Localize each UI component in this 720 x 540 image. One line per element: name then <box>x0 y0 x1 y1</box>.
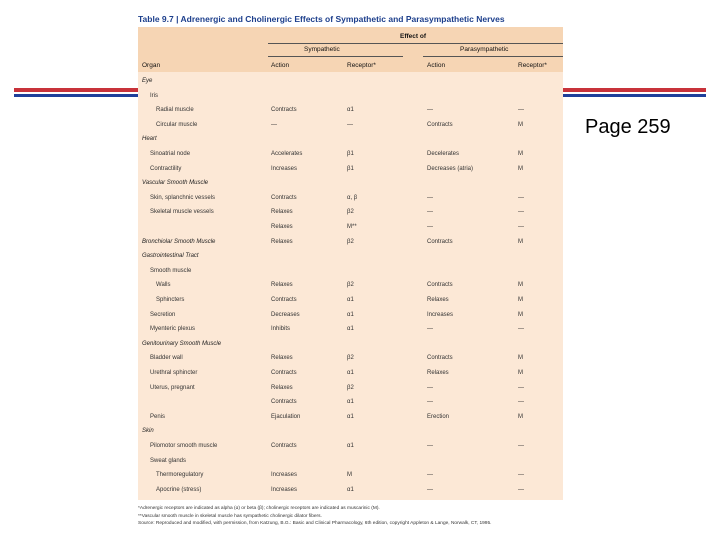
table-row <box>138 75 563 90</box>
sym-action-cell: Relaxes <box>271 238 293 245</box>
para-receptor-cell: M <box>518 121 523 128</box>
sym-action-cell: Relaxes <box>271 224 293 230</box>
sym-receptor-cell: α1 <box>347 413 354 420</box>
organ-cell: Heart <box>142 136 157 143</box>
para-receptor-cell: — <box>518 194 524 201</box>
para-action-cell: Erection <box>427 413 450 420</box>
table-header <box>138 27 563 72</box>
organ-cell: Radial muscle <box>156 107 194 114</box>
organ-cell: Sphincters <box>156 297 185 303</box>
para-action-cell: — <box>427 209 433 216</box>
organ-cell: Iris <box>150 92 158 99</box>
table-row <box>138 440 563 455</box>
organ-cell: Uterus, pregnant <box>150 384 195 391</box>
table-row <box>138 469 563 484</box>
table-row <box>138 133 563 148</box>
organ-cell: Sweat glands <box>150 457 187 464</box>
sym-action-cell: Increases <box>271 486 298 493</box>
para-receptor-cell: M <box>518 370 523 376</box>
para-action-cell: Decreases (atria) <box>427 165 474 172</box>
para-action-cell: Contracts <box>427 355 453 362</box>
col-sym-action: Action <box>271 62 290 69</box>
table-row <box>138 411 563 426</box>
para-action-cell: — <box>427 224 433 230</box>
footnote-3: Source: Reproduced and modified, with permission, from Katzung, B.G.: Basic and Clinical Pharmacology, 6th edition, copyright Appleton & Lange, Norwalk, CT, 1995. <box>138 521 492 526</box>
table-row <box>138 455 563 470</box>
table-row <box>138 177 563 192</box>
organ-cell: Bladder wall <box>150 355 183 362</box>
para-action-cell: Contracts <box>427 238 453 245</box>
table-row <box>138 206 563 221</box>
sym-receptor-cell: M** <box>347 224 357 230</box>
organ-cell: Skeletal muscle vessels <box>150 209 214 216</box>
sym-receptor-cell: β2 <box>347 238 354 245</box>
table-row <box>138 484 563 499</box>
sym-action-cell: Accelerates <box>271 151 303 157</box>
footnote-2: **Vascular smooth muscle in skeletal muscle has sympathetic cholinergic dilator fibers. <box>138 513 322 519</box>
sym-receptor-cell: β2 <box>347 384 354 391</box>
para-action-cell: — <box>427 107 433 114</box>
organ-cell: Genitourinary Smooth Muscle <box>142 340 222 347</box>
table-row <box>138 382 563 397</box>
sym-receptor-cell: α1 <box>347 443 354 449</box>
sym-receptor-cell: β1 <box>347 165 354 172</box>
effect-of-header: Effect of <box>400 33 426 40</box>
sym-action-cell: Contracts <box>271 194 297 201</box>
sym-receptor-cell: α, β <box>347 194 358 201</box>
organ-cell: Walls <box>156 282 171 289</box>
para-receptor-cell: — <box>518 384 524 391</box>
para-action-cell: Decelerates <box>427 151 460 157</box>
organ-cell: Pilomotor smooth muscle <box>150 443 218 449</box>
sym-receptor-cell: β2 <box>347 355 354 362</box>
para-receptor-cell: — <box>518 399 524 406</box>
sym-action-cell: Relaxes <box>271 282 293 289</box>
sym-action-cell: Contracts <box>271 297 297 303</box>
sym-action-cell: Ejaculation <box>271 413 301 420</box>
sym-action-cell: Inhibits <box>271 326 291 333</box>
sym-receptor-cell: α1 <box>347 107 354 114</box>
parasympathetic-header: Parasympathetic <box>460 46 509 53</box>
para-receptor-cell: — <box>518 486 524 493</box>
table-row <box>138 396 563 411</box>
para-action-cell: Contracts <box>427 282 453 289</box>
sym-action-cell: Relaxes <box>271 355 293 362</box>
sym-receptor-cell: α1 <box>347 486 354 493</box>
sym-action-cell: — <box>271 121 277 128</box>
table-title: Table 9.7 | Adrenergic and Cholinergic Effects of Sympathetic and Parasympathetic Nerves <box>138 14 505 24</box>
sym-receptor-cell: α1 <box>347 399 354 406</box>
para-receptor-cell: — <box>518 224 524 230</box>
para-receptor-cell: — <box>518 209 524 216</box>
effects-table <box>138 27 563 500</box>
footnotes <box>138 505 578 528</box>
para-action-cell: — <box>427 399 433 406</box>
para-receptor-cell: M <box>518 311 523 318</box>
sym-action-cell: Relaxes <box>271 384 293 391</box>
para-action-cell: — <box>427 486 433 493</box>
table-row <box>138 323 563 338</box>
table-row <box>138 104 563 119</box>
para-action-cell: Contracts <box>427 121 453 128</box>
table-row <box>138 367 563 382</box>
sym-receptor-cell: α1 <box>347 370 354 376</box>
sym-receptor-cell: β2 <box>347 282 354 289</box>
sym-action-cell: Contracts <box>271 443 297 449</box>
table-row <box>138 90 563 105</box>
table-row <box>138 119 563 134</box>
para-action-cell: — <box>427 472 433 479</box>
col-organ: Organ <box>142 62 161 69</box>
organ-cell: Secretion <box>150 311 176 318</box>
table-row <box>138 265 563 280</box>
para-action-cell: Relaxes <box>427 297 449 303</box>
table-row <box>138 250 563 265</box>
col-para-action: Action <box>427 62 446 69</box>
table-row <box>138 338 563 353</box>
table-row <box>138 425 563 440</box>
table-row <box>138 294 563 309</box>
organ-cell: Thermoregulatory <box>156 472 204 479</box>
para-receptor-cell: M <box>518 238 523 245</box>
col-sym-receptor: Receptor* <box>347 62 376 69</box>
sym-action-cell: Increases <box>271 165 298 172</box>
para-receptor-cell: M <box>518 413 523 420</box>
table-row <box>138 163 563 178</box>
table-row <box>138 236 563 251</box>
organ-cell: Urethral sphincter <box>150 370 198 376</box>
sym-receptor-cell: M <box>347 472 352 479</box>
header-divider-para <box>423 56 563 57</box>
sym-action-cell: Increases <box>271 472 298 479</box>
sym-receptor-cell: β1 <box>347 151 354 157</box>
para-action-cell: — <box>427 443 433 449</box>
para-action-cell: Increases <box>427 311 454 318</box>
para-action-cell: — <box>427 326 433 333</box>
organ-cell: Eye <box>142 78 153 84</box>
col-para-receptor: Receptor* <box>518 62 547 69</box>
organ-cell: Skin <box>142 428 154 435</box>
header-divider-sym <box>268 56 403 57</box>
sym-receptor-cell: α1 <box>347 311 354 318</box>
organ-cell: Contractility <box>150 165 182 172</box>
table-row <box>138 309 563 324</box>
organ-cell: Vascular Smooth Muscle <box>142 180 209 187</box>
organ-cell: Penis <box>150 413 166 420</box>
sym-action-cell: Decreases <box>271 311 300 318</box>
table-row <box>138 279 563 294</box>
para-receptor-cell: — <box>518 472 524 479</box>
para-action-cell: — <box>427 194 433 201</box>
para-receptor-cell: M <box>518 165 523 172</box>
organ-cell: Circular muscle <box>156 121 198 128</box>
organ-cell: Smooth muscle <box>150 267 192 274</box>
sym-action-cell: Relaxes <box>271 209 293 216</box>
header-divider <box>268 43 563 44</box>
para-action-cell: — <box>427 384 433 391</box>
para-receptor-cell: — <box>518 326 524 333</box>
para-receptor-cell: M <box>518 151 523 157</box>
para-receptor-cell: — <box>518 107 524 114</box>
organ-cell: Bronchiolar Smooth Muscle <box>142 238 216 245</box>
table-row <box>138 192 563 207</box>
sym-receptor-cell: α1 <box>347 297 354 303</box>
sym-action-cell: Contracts <box>271 370 297 376</box>
sym-action-cell: Contracts <box>271 399 297 406</box>
organ-cell: Myenteric plexus <box>150 326 196 333</box>
table-row <box>138 352 563 367</box>
sym-receptor-cell: β2 <box>347 209 354 216</box>
sym-action-cell: Contracts <box>271 107 297 114</box>
sympathetic-header: Sympathetic <box>304 46 340 53</box>
para-receptor-cell: — <box>518 443 524 449</box>
para-action-cell: Relaxes <box>427 370 449 376</box>
table-row <box>138 148 563 163</box>
para-receptor-cell: M <box>518 297 523 303</box>
para-receptor-cell: M <box>518 282 523 289</box>
page-label: Page 259 <box>585 116 671 138</box>
sym-receptor-cell: α1 <box>347 326 354 333</box>
organ-cell: Apocrine (stress) <box>156 486 202 493</box>
organ-cell: Sinoatrial node <box>150 151 191 157</box>
table-row <box>138 221 563 236</box>
organ-cell: Skin, splanchnic vessels <box>150 194 216 201</box>
footnote-1: *Adrenergic receptors are indicated as alpha (α) or beta (β); cholinergic receptors are indicated as muscarinic (M). <box>138 506 380 511</box>
organ-cell: Gastrointestinal Tract <box>142 253 199 260</box>
para-receptor-cell: M <box>518 355 523 362</box>
sym-receptor-cell: — <box>347 121 353 128</box>
